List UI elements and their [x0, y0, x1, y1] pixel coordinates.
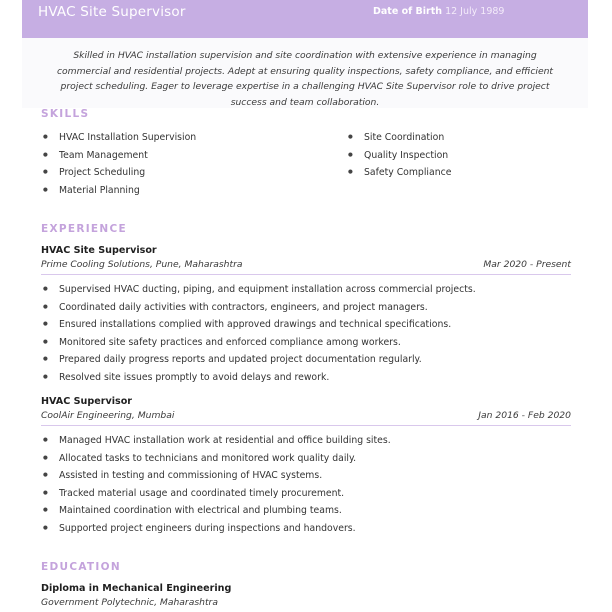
list-item: ● Site Coordination [346, 129, 571, 147]
list-item: ● Maintained coordination with electrical and plumbing teams. [41, 502, 571, 520]
skills-list-left [41, 129, 306, 199]
job-meta [41, 258, 571, 275]
section-title-skills: SKILLS [41, 108, 90, 120]
list-item: ● Assisted in testing and commissioning of HVAC systems. [41, 467, 571, 485]
list-item: ● Monitored site safety practices and enforced compliance among workers. [41, 334, 571, 352]
section-skills [41, 108, 571, 199]
list-item: ● Team Management [41, 147, 306, 165]
list-item: ● Material Planning [41, 182, 306, 200]
list-item: ● Ensured installations complied with approved drawings and technical specifications. [41, 316, 571, 334]
job-company: CoolAir Engineering, Mumbai [41, 410, 175, 421]
summary-section [22, 38, 588, 108]
section-education [41, 561, 571, 612]
resume-body [41, 108, 571, 612]
job-title: HVAC Site Supervisor [41, 245, 157, 256]
list-item: ● Resolved site issues promptly to avoid delays and rework. [41, 369, 571, 387]
job-meta [41, 409, 571, 426]
job-dates: Mar 2020 - Present [483, 259, 571, 270]
job-bullet-list [41, 432, 571, 537]
list-item: ● Supervised HVAC ducting, piping, and equipment installation across commercial projects. [41, 281, 571, 299]
spacer [41, 537, 571, 561]
experience-entry [41, 395, 571, 537]
list-item: ● Quality Inspection [346, 147, 571, 165]
education-meta [41, 596, 571, 612]
skills-list-right [346, 129, 571, 182]
institution-name: Government Polytechnic, Maharashtra [41, 597, 218, 608]
date-of-birth [373, 4, 504, 20]
resume-header-bar [22, 0, 588, 38]
page-title: HVAC Site Supervisor [38, 4, 186, 20]
list-item: ● Prepared daily progress reports and updated project documentation regularly. [41, 351, 571, 369]
list-item: ● Coordinated daily activities with contractors, engineers, and project managers. [41, 299, 571, 317]
summary-text: Skilled in HVAC installation supervision and site coordination with extensive experience in managing commercial and residential projects. Adept at ensuring quality inspections, safety compliance, and efficient project scheduling. Eager to leverage expertise in a challenging HVAC Site Supervisor role to drive project success and team collaboration. [56, 50, 554, 108]
section-experience [41, 223, 571, 537]
degree-title: Diploma in Mechanical Engineering [41, 583, 232, 594]
section-title-education: EDUCATION [41, 561, 121, 573]
list-item: ● HVAC Installation Supervision [41, 129, 306, 147]
education-entry [41, 582, 571, 612]
date-of-birth-value: 12 July 1989 [445, 6, 505, 17]
list-item: ● Project Scheduling [41, 164, 306, 182]
list-item: ● Supported project engineers during inspections and handovers. [41, 520, 571, 538]
section-title-experience: EXPERIENCE [41, 223, 127, 235]
list-item: ● Tracked material usage and coordinated timely procurement. [41, 485, 571, 503]
skills-column-left [41, 129, 306, 199]
list-item: ● Safety Compliance [346, 164, 571, 182]
list-item: ● Allocated tasks to technicians and monitored work quality daily. [41, 450, 571, 468]
job-company: Prime Cooling Solutions, Pune, Maharashtra [41, 259, 243, 270]
job-title: HVAC Supervisor [41, 396, 133, 407]
job-dates: Jan 2016 - Feb 2020 [478, 410, 571, 421]
job-bullet-list [41, 281, 571, 386]
list-item: ● Managed HVAC installation work at residential and office building sites. [41, 432, 571, 450]
skills-column-right [306, 129, 571, 199]
skills-columns [41, 129, 571, 199]
date-of-birth-label: Date of Birth [373, 6, 443, 17]
experience-entry [41, 244, 571, 386]
spacer [41, 199, 571, 223]
